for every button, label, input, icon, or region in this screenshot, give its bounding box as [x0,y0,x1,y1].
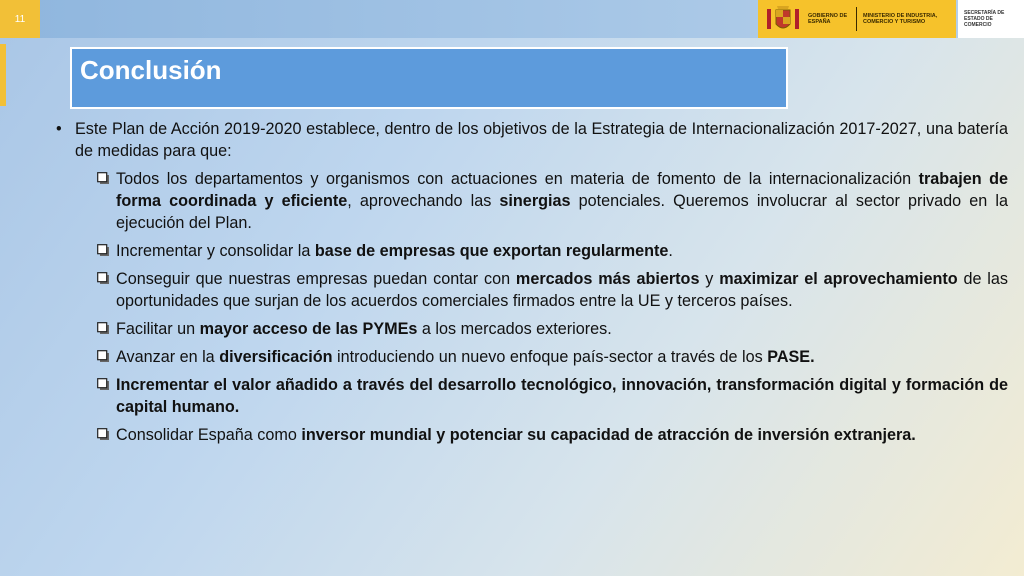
checkbox-bullet-icon [97,428,110,441]
bullet-dot-icon: • [56,120,62,138]
list-item [56,374,1008,418]
item-text: Conseguir que nuestras empresas puedan contar con [116,270,516,288]
measures-list [56,168,1008,446]
checkbox-bullet-icon [97,272,110,285]
slide-title: Conclusión [80,55,222,85]
bold-text: inversor mundial y potenciar su capacidad de atracción de inversión extranjera. [301,426,916,444]
item-text: Todos los departamentos y organismos con actuaciones en materia de fomento de la internacionalización [116,170,919,188]
bold-text: diversificación [219,348,333,366]
checkbox-bullet-icon [97,378,110,391]
item-text: y [699,270,720,288]
list-item [56,240,1008,262]
bold-text: maximizar el aprovechamiento [719,270,958,288]
bold-text: base de empresas que exportan regularmente [314,242,669,260]
accent-strip [0,44,6,106]
title-box [70,47,788,109]
list-item [56,268,1008,312]
bold-text: trabajen de forma coordinada y eficiente [116,170,1008,210]
item-text: Incrementar y consolidar la [116,242,315,260]
item-text: . [668,242,673,260]
item-text: de las oportunidades que surjan de los acuerdos comerciales firmados entre la UE y terceros países. [116,270,1008,310]
intro-paragraph [56,118,1008,162]
checkbox-bullet-icon [97,172,110,185]
slide-content [56,118,1008,452]
gov-logo-text: GOBIERNO DE ESPAÑA [808,13,848,25]
bold-text: PASE. [767,348,815,366]
logo-divider [856,7,857,31]
secretariat-text: SECRETARÍA DE ESTADO DE COMERCIO [964,10,1005,28]
secretariat-logo [958,0,1024,38]
checkbox-bullet-icon [97,350,110,363]
government-logo [758,0,956,38]
bold-text: Incrementar el valor añadido a través del desarrollo tecnológico, innovación, transformación digital y formación de capital humano. [116,376,1008,416]
bold-text: sinergias [499,192,571,210]
item-text: potenciales. Queremos involucrar al sector privado en la ejecución del Plan. [116,192,1008,232]
item-text: , aprovechando las [347,192,500,210]
bold-text: mercados más abiertos [515,270,700,288]
item-text: introduciendo un nuevo enfoque país-sector a través de los [332,348,768,366]
coat-of-arms-icon [766,4,800,34]
item-text: a los mercados exteriores. [417,320,612,338]
list-item [56,318,1008,340]
item-text: Consolidar España como [116,426,302,444]
intro-text: Este Plan de Acción 2019-2020 establece, dentro de los objetivos de la Estrategia de Internacionalización 2017-2027, una batería de medidas para que: [75,120,1008,160]
checkbox-bullet-icon [97,322,110,335]
list-item [56,346,1008,368]
checkbox-bullet-icon [97,244,110,257]
item-text: Facilitar un [116,320,200,338]
bold-text: mayor acceso de las PYMEs [199,320,418,338]
list-item [56,424,1008,446]
list-item [56,168,1008,234]
item-text: Avanzar en la [116,348,220,366]
page-number: 11 [0,0,40,38]
ministry-text: MINISTERIO DE INDUSTRIA, COMERCIO Y TURISMO [863,13,938,25]
